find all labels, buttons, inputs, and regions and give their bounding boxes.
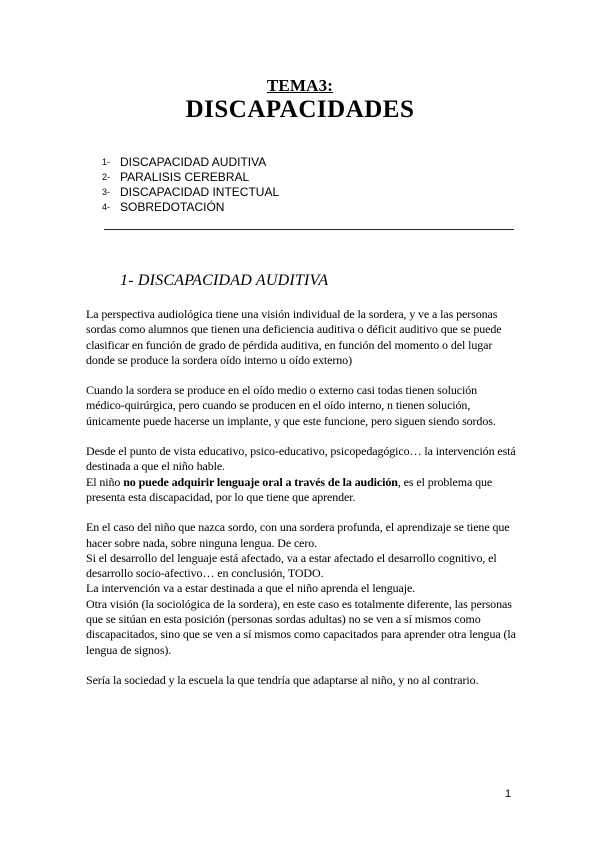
toc-item-number: 2- — [102, 172, 111, 182]
paragraph-audiological: La perspectiva audiológica tiene una visión individual de la sordera, y ve a las personas sordas como alumnos que tienen una deficiencia auditiva o déficit auditivo que se puede clasificar en función de grado de pérdida auditiva, en función del momento o del lugar donde se produce la sordera oído interno u oído externo) — [86, 307, 502, 367]
paragraph-medical: Cuando la sordera se produce en el oído medio o externo casi todas tienen solución médico-quirúrgica, pero cuando se producen en el oído interno, n tienen solución, únicamente puede hacerse un implante, y que este funcione, pero siguen siendo sordos. — [86, 383, 496, 428]
paragraph-line: La intervención va a estar destinada a que el niño aprenda el lenguaje. — [86, 581, 416, 596]
toc-item-number: 3- — [102, 187, 111, 197]
toc-item-label: SOBREDOTACIÓN — [120, 200, 225, 214]
table-of-contents — [102, 155, 279, 215]
page-title: DISCAPACIDADES — [185, 96, 415, 123]
text-run: , es el problema que presenta esta discapacidad, por lo que tiene que aprender. — [86, 474, 493, 504]
body-text — [86, 307, 516, 703]
paragraph-line: Si el desarrollo del lenguaje está afectado, va a estar afectado el desarrollo cognitivo, el desarrollo socio-afectivo… en conclusión, TODO. — [86, 550, 497, 581]
paragraph-educational — [86, 444, 516, 505]
toc-item-label: DISCAPACIDAD AUDITIVA — [120, 155, 267, 169]
toc-item-number: 1- — [102, 157, 111, 167]
toc-item — [102, 170, 279, 185]
toc-item-label: DISCAPACIDAD INTECTUAL — [120, 185, 280, 199]
paragraph-line: Otra visión (la sociológica de la sordera), en este caso es totalmente diferente, las personas que se sitúan en esta posición (personas sordas adultas) no se ven a sí mismos como discapacitados, sino que se ven a sí mismos como capacitados para aprender otra lengua (la lengua de signos). — [86, 596, 516, 657]
paragraph-conclusion: Sería la sociedad y la escuela la que tendría que adaptarse al niño, y no al contrario. — [86, 672, 479, 687]
page-number: 1 — [505, 788, 512, 800]
paragraph-line: Desde el punto de vista educativo, psico-educativo, psicopedagógico… la intervención está destinada a que el niño hable. — [86, 444, 516, 474]
paragraph-line — [86, 475, 516, 506]
paragraph-line: En el caso del niño que nazca sordo, con una sordera profunda, el aprendizaje se tiene que hacer sobre nada, sobre ninguna lengua. De cero. — [86, 520, 510, 550]
toc-item — [102, 155, 279, 170]
bold-emphasis: no puede adquirir lenguaje oral a través de la audición — [123, 474, 398, 489]
topic-number: TEMA3: — [266, 76, 334, 95]
toc-item — [102, 200, 279, 215]
horizontal-divider — [104, 229, 514, 230]
toc-item — [102, 185, 279, 200]
toc-item-label: PARALISIS CEREBRAL — [120, 170, 250, 184]
section-heading: 1- DISCAPACIDAD AUDITIVA — [120, 272, 329, 289]
paragraph-deaf-child — [86, 520, 516, 658]
toc-item-number: 4- — [102, 202, 111, 212]
text-run: El niño — [86, 474, 124, 489]
